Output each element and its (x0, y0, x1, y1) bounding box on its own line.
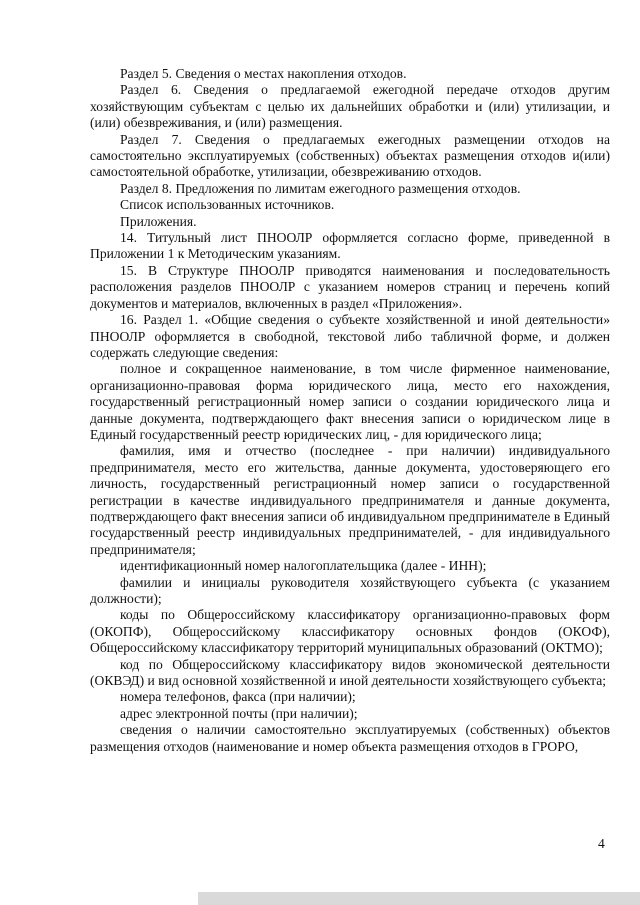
paragraph-entrepreneur: фамилия, имя и отчество (последнее - при наличии) индивидуального предпринимателя, место его жительства, данные документа, удостоверяющего его личность, государственный регистрационный номер записи о государственной регистрации в качестве индивидуального предпринимателя и данные документа, подтверждающего факт внесения записи об индивидуальном предпринимателе в Единый государственный реестр индивидуальных предпринимателей, - для индивидуального предпринимателя; (90, 443, 610, 557)
paragraph-section-5: Раздел 5. Сведения о местах накопления отходов. (120, 66, 407, 81)
paragraph-section-6: Раздел 6. Сведения о предлагаемой ежегодной передаче отходов другим хозяйствующим субъектам с целью их дальнейших обработки и (или) утилизации, и (или) обезвреживания, и (или) размещения. (90, 82, 610, 131)
paragraph-section-7: Раздел 7. Сведения о предлагаемых ежегодных размещении отходов на самостоятельно эксплуатируемых (собственных) объектах размещения отходов и(или) самостоятельной обработке, утилизации, обезвреживанию отходов. (90, 131, 610, 180)
paragraph-item-15: 15. В Структуре ПНООЛР приводятся наименования и последовательность расположения разделов ПНООЛР с указанием номеров страниц и перечень копий документов и материалов, включенных в раздел «Приложения». (90, 262, 610, 311)
paragraph-okved: код по Общероссийскому классификатору видов экономической деятельности (ОКВЭД) и вид основной хозяйственной и иной деятельности хозяйствующего субъекта; (90, 656, 610, 689)
paragraph-email: адрес электронной почты (при наличии); (120, 705, 358, 721)
document-body (90, 66, 610, 755)
paragraph-disposal-facilities: сведения о наличии самостоятельно эксплуатируемых (собственных) объектов размещения отходов (наименование и номер объекта размещения отходов в ГРОРО, (90, 722, 610, 754)
paragraph-phones: номера телефонов, факса (при наличии); (120, 689, 356, 705)
paragraph-sources: Список использованных источников. (120, 197, 335, 213)
paragraph-director: фамилии и инициалы руководителя хозяйствующего субъекта (с указанием должности); (90, 574, 610, 606)
paragraph-inn: идентификационный номер налогоплательщика (далее - ИНН); (120, 558, 487, 574)
paragraph-legal-entity: полное и сокращенное наименование, в том числе фирменное наименование, организационно-правовая форма юридического лица, место его нахождения, государственный регистрационный номер записи о создании юридического лица и данные документа, подтверждающего факт внесения записи о юридическом лице в Единый государственный реестр юридических лиц, - для юридического лица; (90, 361, 610, 442)
paragraph-section-8: Раздел 8. Предложения по лимитам ежегодного размещения отходов. (120, 180, 521, 196)
paragraph-item-16: 16. Раздел 1. «Общие сведения о субъекте хозяйственной и иной деятельности» ПНООЛР оформляется в свободной, текстовой либо табличной форме, и должен содержать следующие сведения: (90, 312, 610, 360)
paragraph-item-14: 14. Титульный лист ПНООЛР оформляется согласно форме, приведенной в Приложении 1 к Методическим указаниям. (90, 230, 610, 262)
scan-bottom-edge (198, 892, 640, 905)
page-number: 4 (598, 836, 605, 851)
paragraph-appendices: Приложения. (120, 213, 197, 229)
paragraph-classifier-codes: коды по Общероссийскому классификатору организационно-правовых форм (ОКОПФ), Общероссийскому классификатору основных фондов (ОКОФ), Общероссийскому классификатору территорий муниципальных образований (ОКТМО); (90, 607, 610, 656)
